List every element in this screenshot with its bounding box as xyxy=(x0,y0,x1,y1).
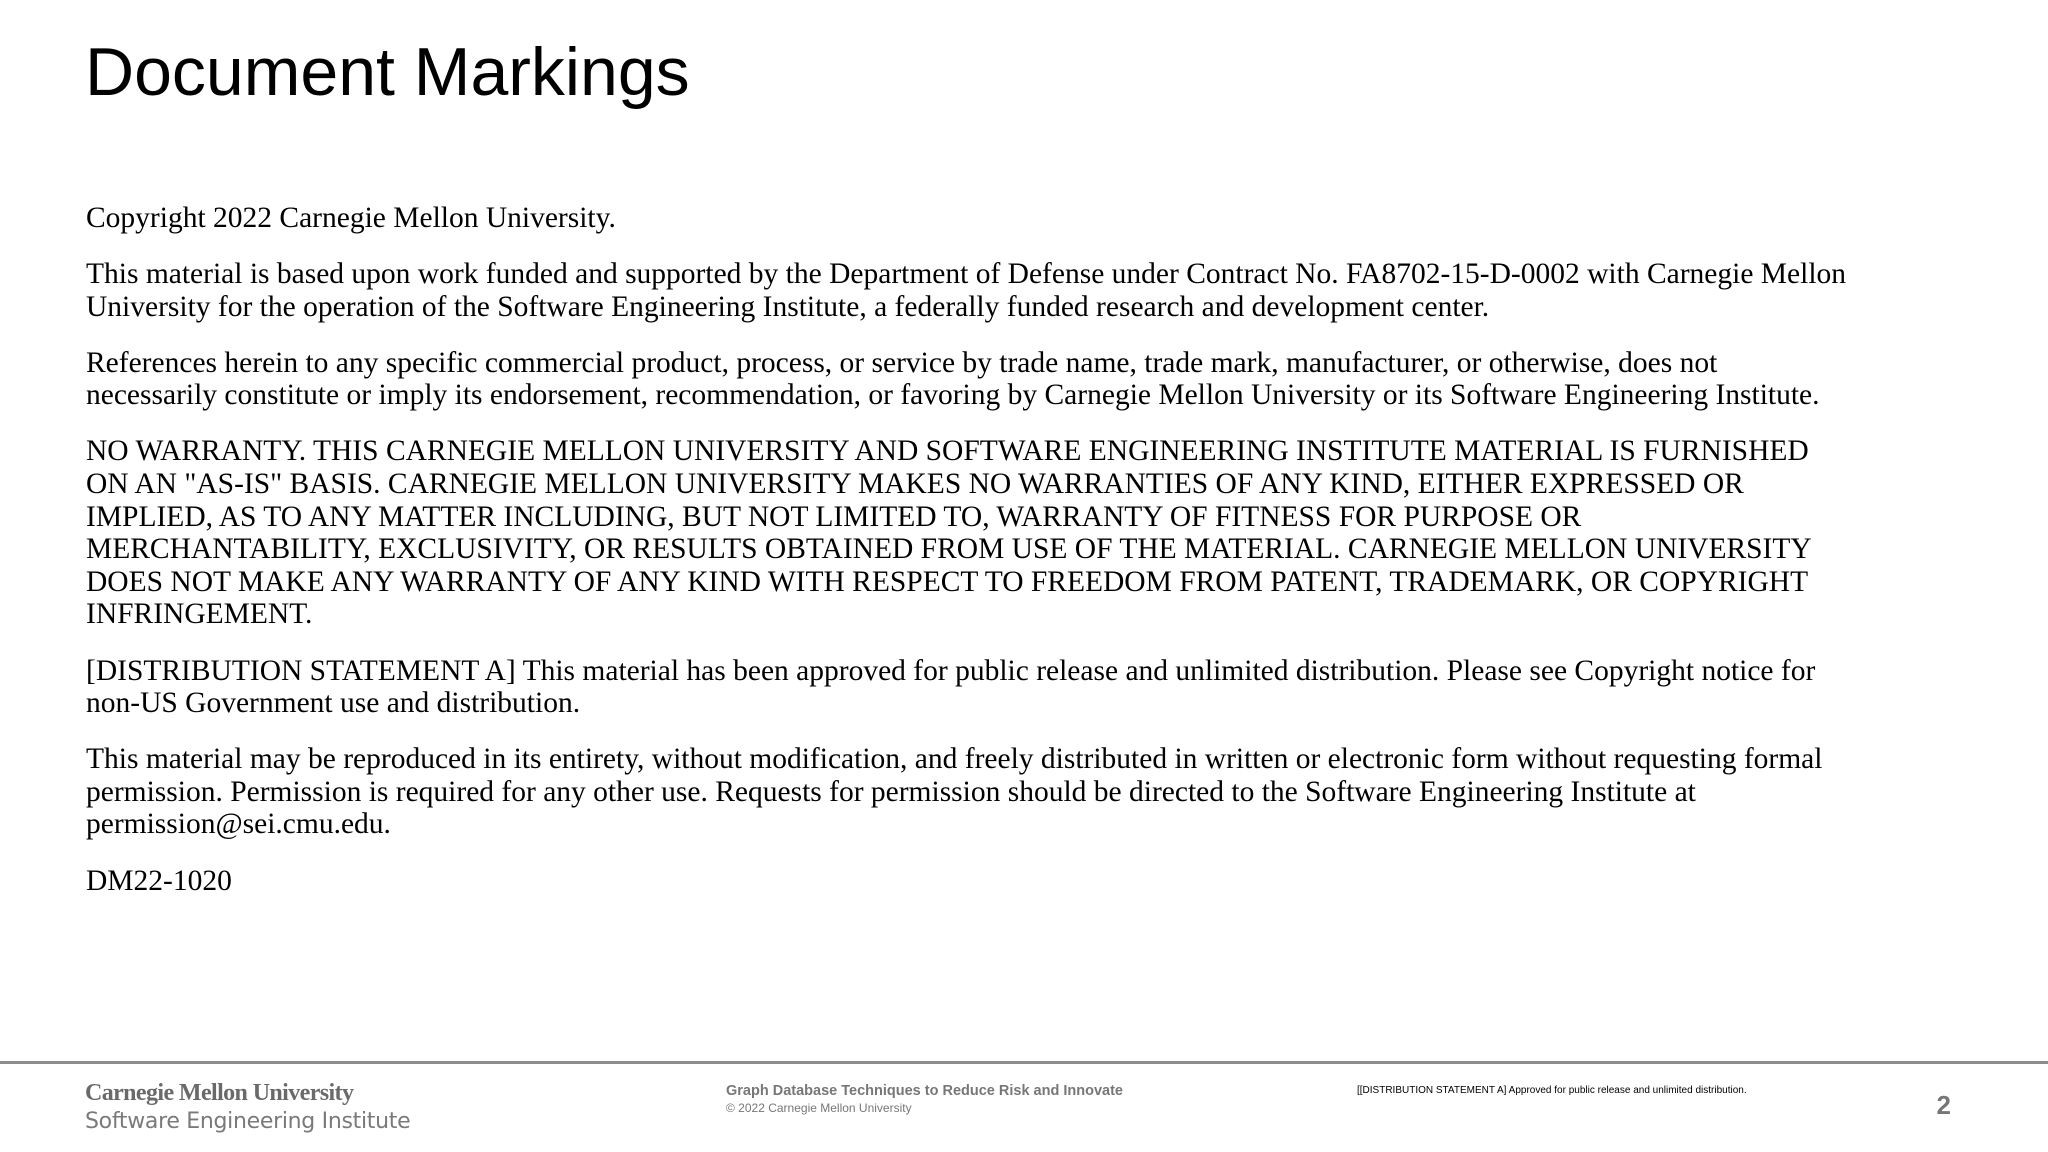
footer-distribution-statement: [[DISTRIBUTION STATEMENT A] Approved for public release and unlimited distribution. xyxy=(1357,1085,1747,1096)
footer-divider xyxy=(0,1061,2048,1064)
references-paragraph: References herein to any specific commercial product, process, or service by trade name, trade mark, manufacturer, or otherwise, does not necessarily constitute or imply its endorsement, recommendation, or favoring by Carnegie Mellon University or its Software Engineering Institute. xyxy=(86,346,1820,412)
page-number: 2 xyxy=(1936,1090,1951,1120)
dm-number: DM22-1020 xyxy=(86,864,232,897)
cmu-logo-wordmark: Carnegie Mellon University xyxy=(85,1080,354,1106)
reproduction-paragraph: This material may be reproduced in its entirety, without modification, and freely distributed in written or electronic form without requesting formal permission. Permission is required for any other use. Requests for permission should be directed to the Software Engineering Institute at permission@sei.cmu.edu. xyxy=(86,743,1823,841)
document-body xyxy=(86,202,1986,921)
footer-copyright: © 2022 Carnegie Mellon University xyxy=(726,1101,912,1115)
distribution-paragraph: [DISTRIBUTION STATEMENT A] This material has been approved for public release and unlimited distribution. Please see Copyright notice for non-US Government use and distribution. xyxy=(86,654,1816,720)
copyright-paragraph: Copyright 2022 Carnegie Mellon University. xyxy=(86,202,616,234)
funding-paragraph: This material is based upon work funded and supported by the Department of Defense under Contract No. FA8702-15-D-0002 with Carnegie Mellon University for the operation of the Software Engineering Institute, a federally funded research and development center. xyxy=(86,258,1847,323)
no-warranty-paragraph: NO WARRANTY. THIS CARNEGIE MELLON UNIVERSITY AND SOFTWARE ENGINEERING INSTITUTE MATERIAL IS FURNISHED ON AN "AS-IS" BASIS. CARNEGIE MELLON UNIVERSITY MAKES NO WARRANTIES OF ANY KIND, EITHER EXPRESSED OR IMPLIED, AS TO ANY MATTER INCLUDING, BUT NOT LIMITED TO, WARRANTY OF FITNESS FOR PURPOSE OR MERCHANTABILITY, EXCLUSIVITY, OR RESULTS OBTAINED FROM USE OF THE MATERIAL. CARNEGIE MELLON UNIVERSITY DOES NOT MAKE ANY WARRANTY OF ANY KIND WITH RESPECT TO FREEDOM FROM PATENT, TRADEMARK, OR COPYRIGHT INFRINGEMENT. xyxy=(86,435,1812,631)
sei-logo-wordmark: Software Engineering Institute xyxy=(85,1109,411,1134)
page-title: Document Markings xyxy=(85,34,690,110)
footer-presentation-title: Graph Database Techniques to Reduce Risk and Innovate xyxy=(726,1083,1123,1099)
